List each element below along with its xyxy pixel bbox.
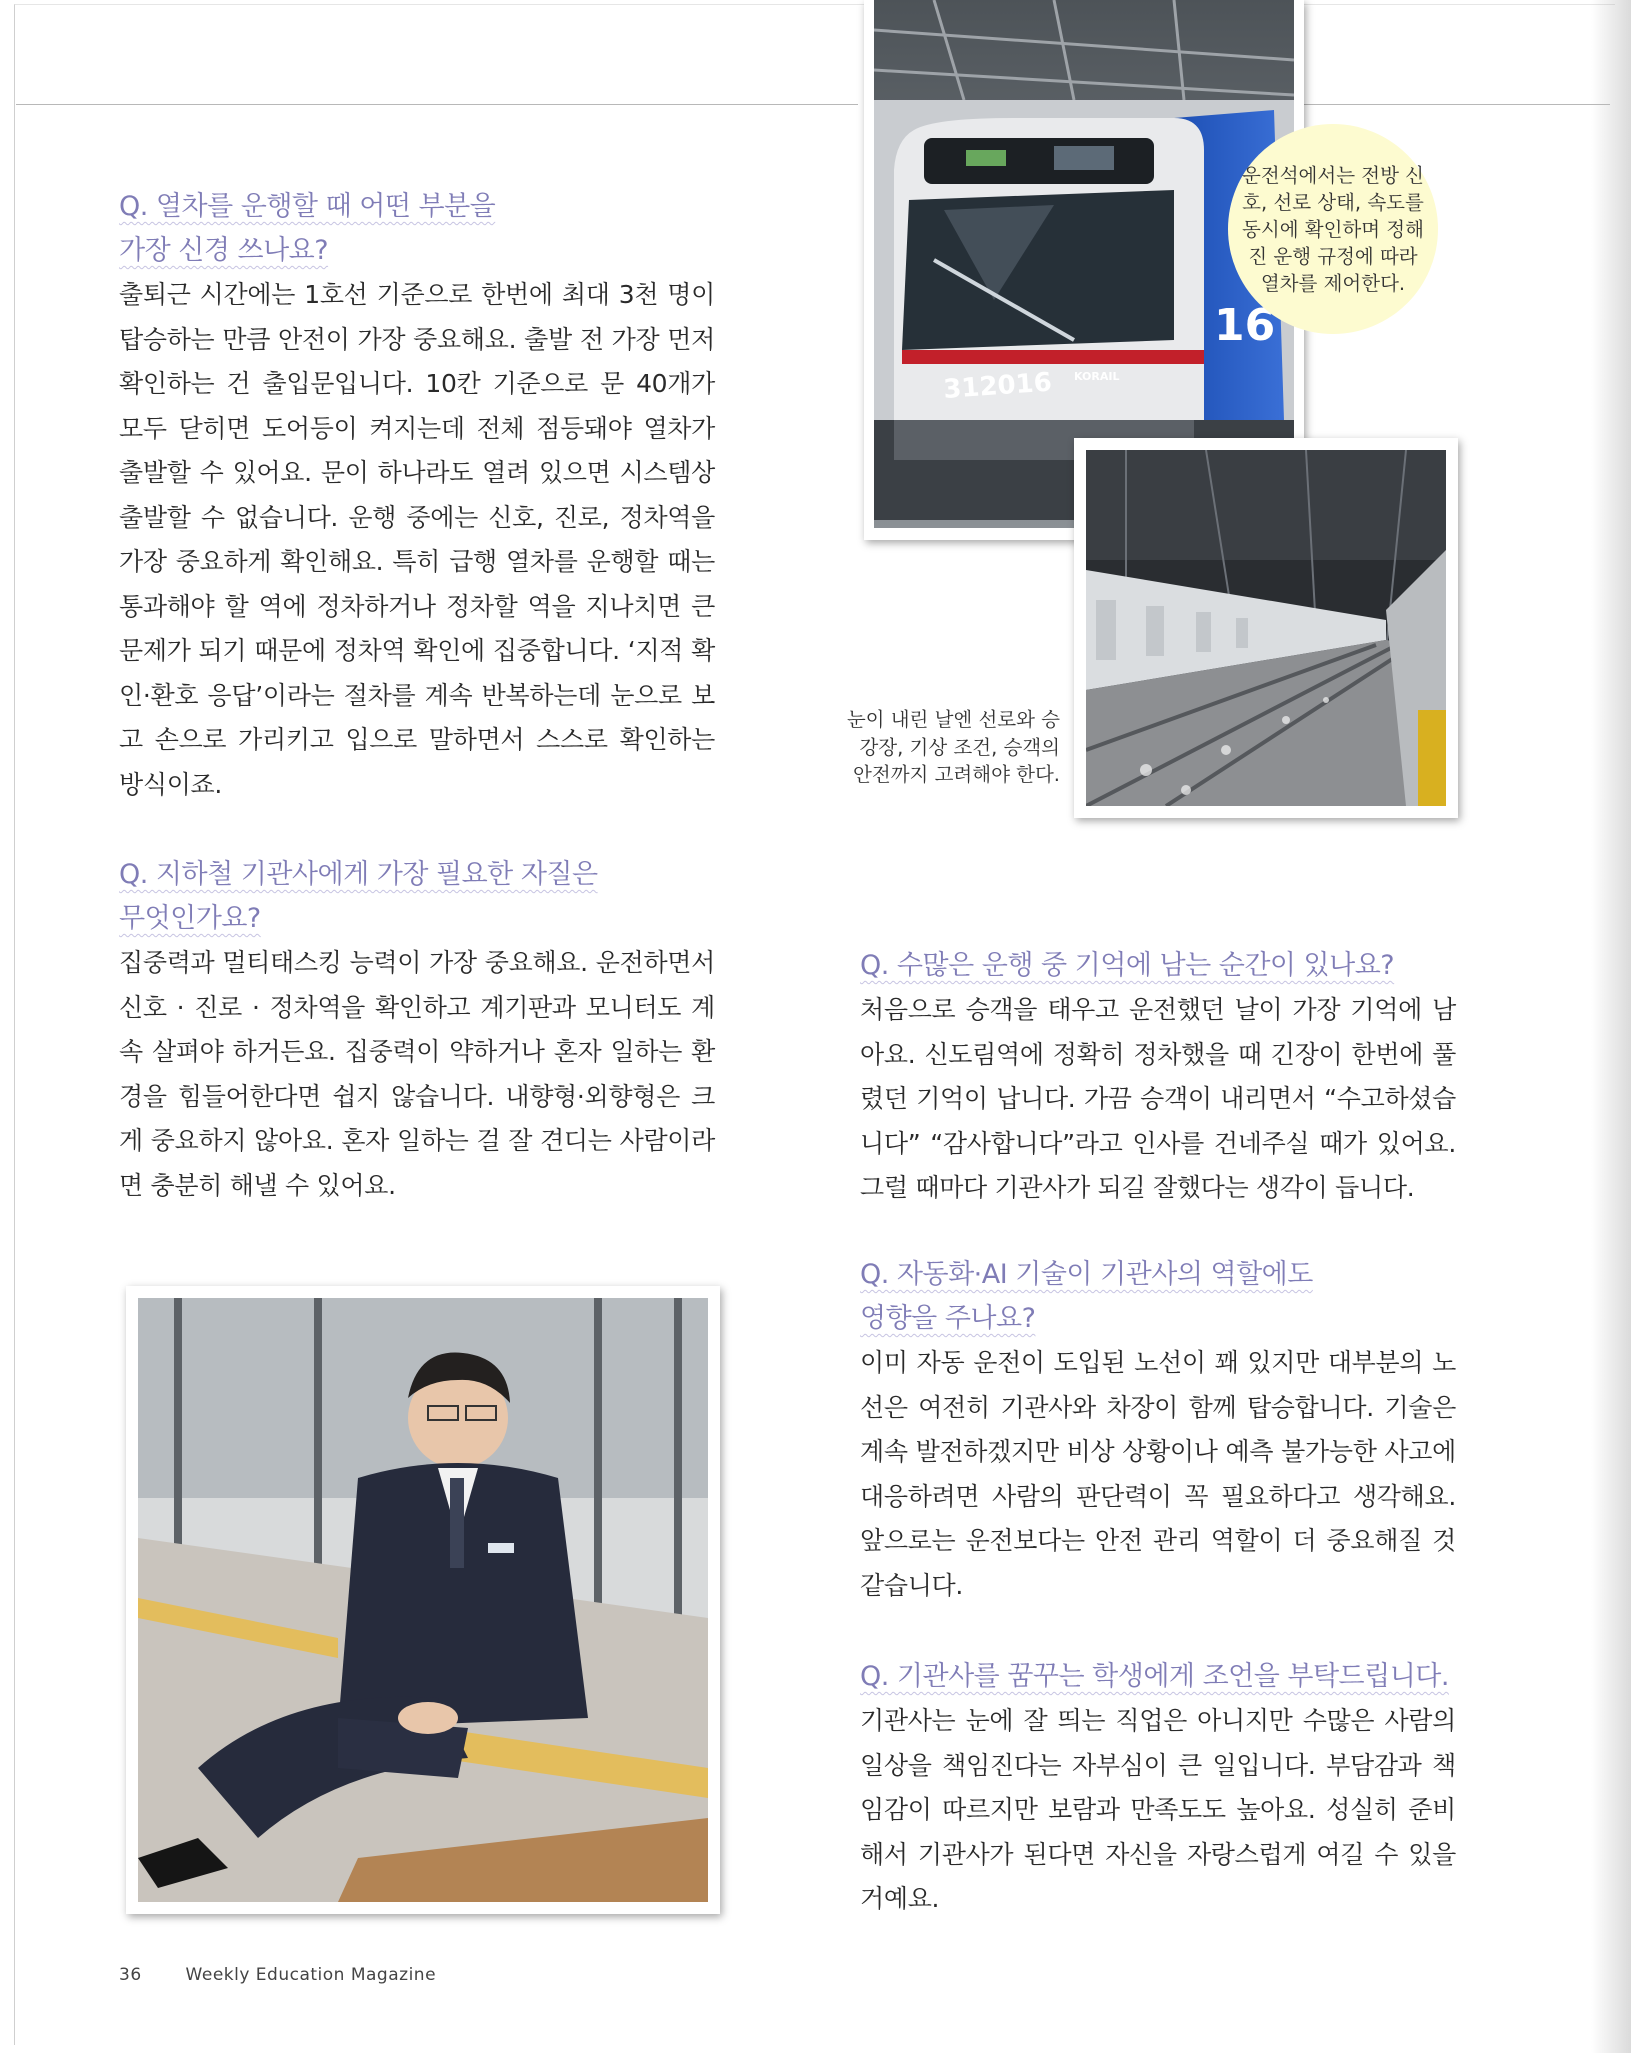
answer: 출퇴근 시간에는 1호선 기준으로 한번에 최대 3천 명이 탑승하는 만큼 안전이 가장 중요해요. 출발 전 가장 먼저 확인하는 건 출입문입니다. 10칸 기준으로 문 40개가 모두 닫히면 도어등이 켜지는데 전체 점등돼야 열차가 출발할 수 있어요. 문이 하나라도 열려 있으면 시스템상 출발할 수 없습니다. 운행 중에는 신호, 진로, 정차역을 가장 중요하게 확인해요. 특히 급행 열차를 운행할 때는 통과해야 할 역에 정차하거나 정차할 역을 지나치면 큰 문제가 되기 때문에 정차역 확인에 집중합니다. ‘지적 확인·환호 응답’이라는 절차를 계속 반복하는데 눈으로 보고 손으로 가리키고 입으로 말하면서 스스로 확인하는 방식이죠. bbox=[119, 280, 715, 799]
unit-number: 16 bbox=[1214, 300, 1276, 351]
car-number: 312016 bbox=[942, 367, 1053, 405]
portrait-photo bbox=[126, 1286, 720, 1914]
qa-block bbox=[119, 853, 715, 1208]
platform-caption: 눈이 내린 날엔 선로와 승강장, 기상 조건, 승객의 안전까지 고려해야 한다. bbox=[846, 708, 1060, 786]
qa-block bbox=[860, 1655, 1456, 1922]
korail-logo: KORAIL bbox=[1074, 370, 1120, 383]
question: Q. 열차를 운행할 때 어떤 부분을 가장 신경 쓰나요? bbox=[119, 191, 496, 266]
answer: 기관사는 눈에 잘 띄는 직업은 아니지만 수많은 사람의 일상을 책임진다는 자부심이 큰 일입니다. 부담감과 책임감이 따르지만 보람과 만족도도 높아요. 성실히 준비해서 기관사가 된다면 자신을 자랑스럽게 여길 수 있을 거예요. bbox=[860, 1706, 1456, 1913]
qa-block bbox=[860, 1253, 1456, 1608]
question: Q. 지하철 기관사에게 가장 필요한 자질은 무엇인가요? bbox=[119, 859, 598, 934]
spine-shadow bbox=[1591, 0, 1631, 2053]
question: Q. 기관사를 꿈꾸는 학생에게 조언을 부탁드립니다. bbox=[860, 1661, 1449, 1692]
qa-block bbox=[860, 944, 1456, 1211]
caption-bubble bbox=[1228, 124, 1438, 334]
question: Q. 자동화·AI 기술이 기관사의 역할에도 영향을 주나요? bbox=[860, 1259, 1313, 1334]
magazine-name: Weekly Education Magazine bbox=[185, 1965, 437, 1985]
question: Q. 수많은 운행 중 기억에 남는 순간이 있나요? bbox=[860, 950, 1395, 981]
platform-illustration bbox=[1086, 450, 1446, 806]
answer: 처음으로 승객을 태우고 운전했던 날이 가장 기억에 남아요. 신도림역에 정확히 정차했을 때 긴장이 한번에 풀렸던 기억이 납니다. 가끔 승객이 내리면서 “수고하셨습니다” “감사합니다”라고 인사를 건네주실 때가 있어요. 그럴 때마다 기관사가 되길 잘했다는 생각이 듭니다. bbox=[860, 995, 1456, 1202]
top-rule bbox=[16, 104, 858, 105]
platform-photo bbox=[1074, 438, 1458, 818]
bubble-caption: 운전석에서는 전방 신호, 선로 상태, 속도를 동시에 확인하며 정해진 운행 규정에 따라 열차를 제어한다. bbox=[1242, 163, 1424, 295]
answer: 집중력과 멀티태스킹 능력이 가장 중요해요. 운전하면서 신호 · 진로 · 정차역을 확인하고 계기판과 모니터도 계속 살펴야 하거든요. 집중력이 약하거나 혼자 일하는 환경을 힘들어한다면 쉽지 않습니다. 내향형·외향형은 크게 중요하지 않아요. 혼자 일하는 걸 잘 견디는 사람이라면 충분히 해낼 수 있어요. bbox=[119, 948, 715, 1200]
page-number: 36 bbox=[119, 1965, 142, 1985]
answer: 이미 자동 운전이 도입된 노선이 꽤 있지만 대부분의 노선은 여전히 기관사와 차장이 함께 탑승합니다. 기술은 계속 발전하겠지만 비상 상황이나 예측 불가능한 사고에 대응하려면 사람의 판단력이 꼭 필요하다고 생각해요. 앞으로는 운전보다는 안전 관리 역할이 더 중요해질 것 같습니다. bbox=[860, 1348, 1456, 1600]
top-rule bbox=[1292, 104, 1610, 105]
qa-block bbox=[119, 185, 715, 807]
footer bbox=[119, 1965, 436, 1985]
portrait-illustration bbox=[138, 1298, 708, 1902]
